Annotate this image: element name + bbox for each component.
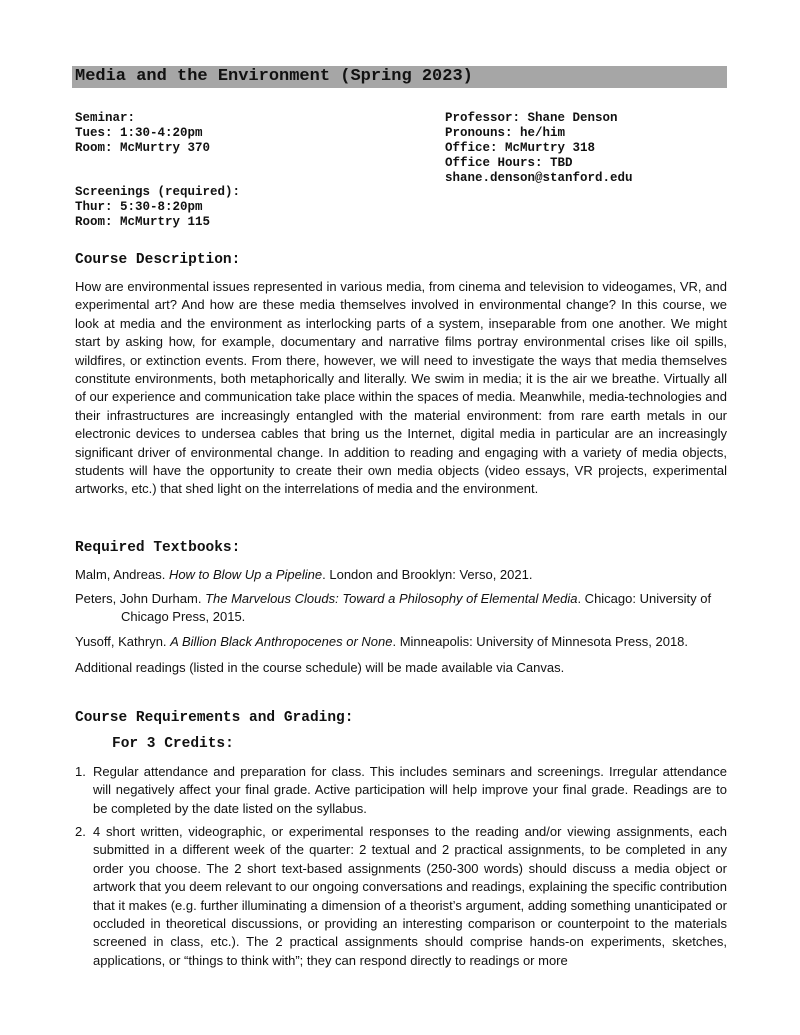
screenings-time: Thur: 5:30-8:20pm	[75, 200, 203, 214]
course-description-text: How are environmental issues represented in various media, from cinema and television to videogames, VR, and experimental art? And how are these media themselves involved in environmental change? In this course, we look at media and the environment as interlocking parts of a system, inseparable from one another. We might start by asking how, for example, documentary and narrative films portray environmental crises like oil spills, wildfires, or extinction events. From there, however, we will need to investigate the ways that media themselves constitute environments, both metaphorically and literally. We swim in media; it is the air we breathe. Virtually all of our experience and communication take place within the spaces of media. Meanwhile, media-technologies and their infrastructures are increasingly entangled with the material environment: from rare earth metals in our electronic devices to undersea cables that bring us the Internet, digital media in particular are an increasingly significant driver of environmental change. In addition to reading and engaging with a variety of media objects, students will have the opportunity to create their own media objects (video essays, VR projects, experimental artworks, etc.) that shed light on the interrelations of media and the environment.	[75, 279, 727, 497]
list-item	[75, 763, 727, 818]
textbooks-heading: Required Textbooks:	[75, 540, 241, 556]
textbook-item: Yusoff, Kathryn. A Billion Black Anthropocenes or None. Minneapolis: University of Minnesota Press, 2018.	[75, 634, 689, 649]
textbook-item: Peters, John Durham. The Marvelous Clouds: Toward a Philosophy of Elemental Media. Chicago: University of Chicago Press, 2015.	[75, 591, 712, 625]
list-text: 4 short written, videographic, or experimental responses to the reading and/or viewing assignments, each submitted in a different week of the quarter: 2 textual and 2 practical assignments, to be completed in any order you choose. The 2 short text-based assignments (250-300 words) should discuss a media object or artwork that you deem relevant to our ongoing conversations and readings, explaining the specific contribution that it makes (e.g. further illuminating a dimension of a theorist’s argument, adding something unanticipated or occluded in theoretical discussions, or providing an interesting comparison or counterpoint to the materials screened in class, etc.). The 2 practical assignments should comprise hands-on experiments, sketches, applications, or “things to think with”; they can respond directly to readings or more	[93, 824, 727, 968]
credits-subheading: For 3 Credits:	[112, 736, 234, 752]
professor-name: Professor: Shane Denson	[445, 111, 618, 125]
list-number: 1.	[75, 764, 86, 779]
screenings-room: Room: McMurtry 115	[75, 215, 211, 229]
seminar-time: Tues: 1:30-4:20pm	[75, 126, 203, 140]
professor-info	[445, 111, 633, 186]
professor-office: Office: McMurtry 318	[445, 141, 596, 155]
professor-email[interactable]: shane.denson@stanford.edu	[445, 171, 633, 185]
screenings-label: Screenings (required):	[75, 185, 241, 199]
textbook-item: Malm, Andreas. How to Blow Up a Pipeline. London and Brooklyn: Verso, 2021.	[75, 567, 533, 582]
additional-readings-note: Additional readings (listed in the course schedule) will be made available via Canvas.	[75, 660, 565, 675]
list-number: 2.	[75, 824, 86, 839]
course-description-heading: Course Description:	[75, 252, 241, 268]
seminar-room: Room: McMurtry 370	[75, 141, 211, 155]
requirements-heading: Course Requirements and Grading:	[75, 710, 354, 726]
professor-pronouns: Pronouns: he/him	[445, 126, 566, 140]
professor-hours: Office Hours: TBD	[445, 156, 573, 170]
screenings-info	[75, 185, 240, 230]
list-text: Regular attendance and preparation for class. This includes seminars and screenings. Irregular attendance will negatively affect your final grade. Active participation will help improve your final grade. Readings are to be completed by the date listed on the syllabus.	[93, 764, 727, 816]
page-title: Media and the Environment (Spring 2023)	[75, 67, 473, 86]
seminar-info	[75, 111, 210, 156]
list-item	[75, 823, 727, 970]
seminar-label: Seminar:	[75, 111, 136, 125]
